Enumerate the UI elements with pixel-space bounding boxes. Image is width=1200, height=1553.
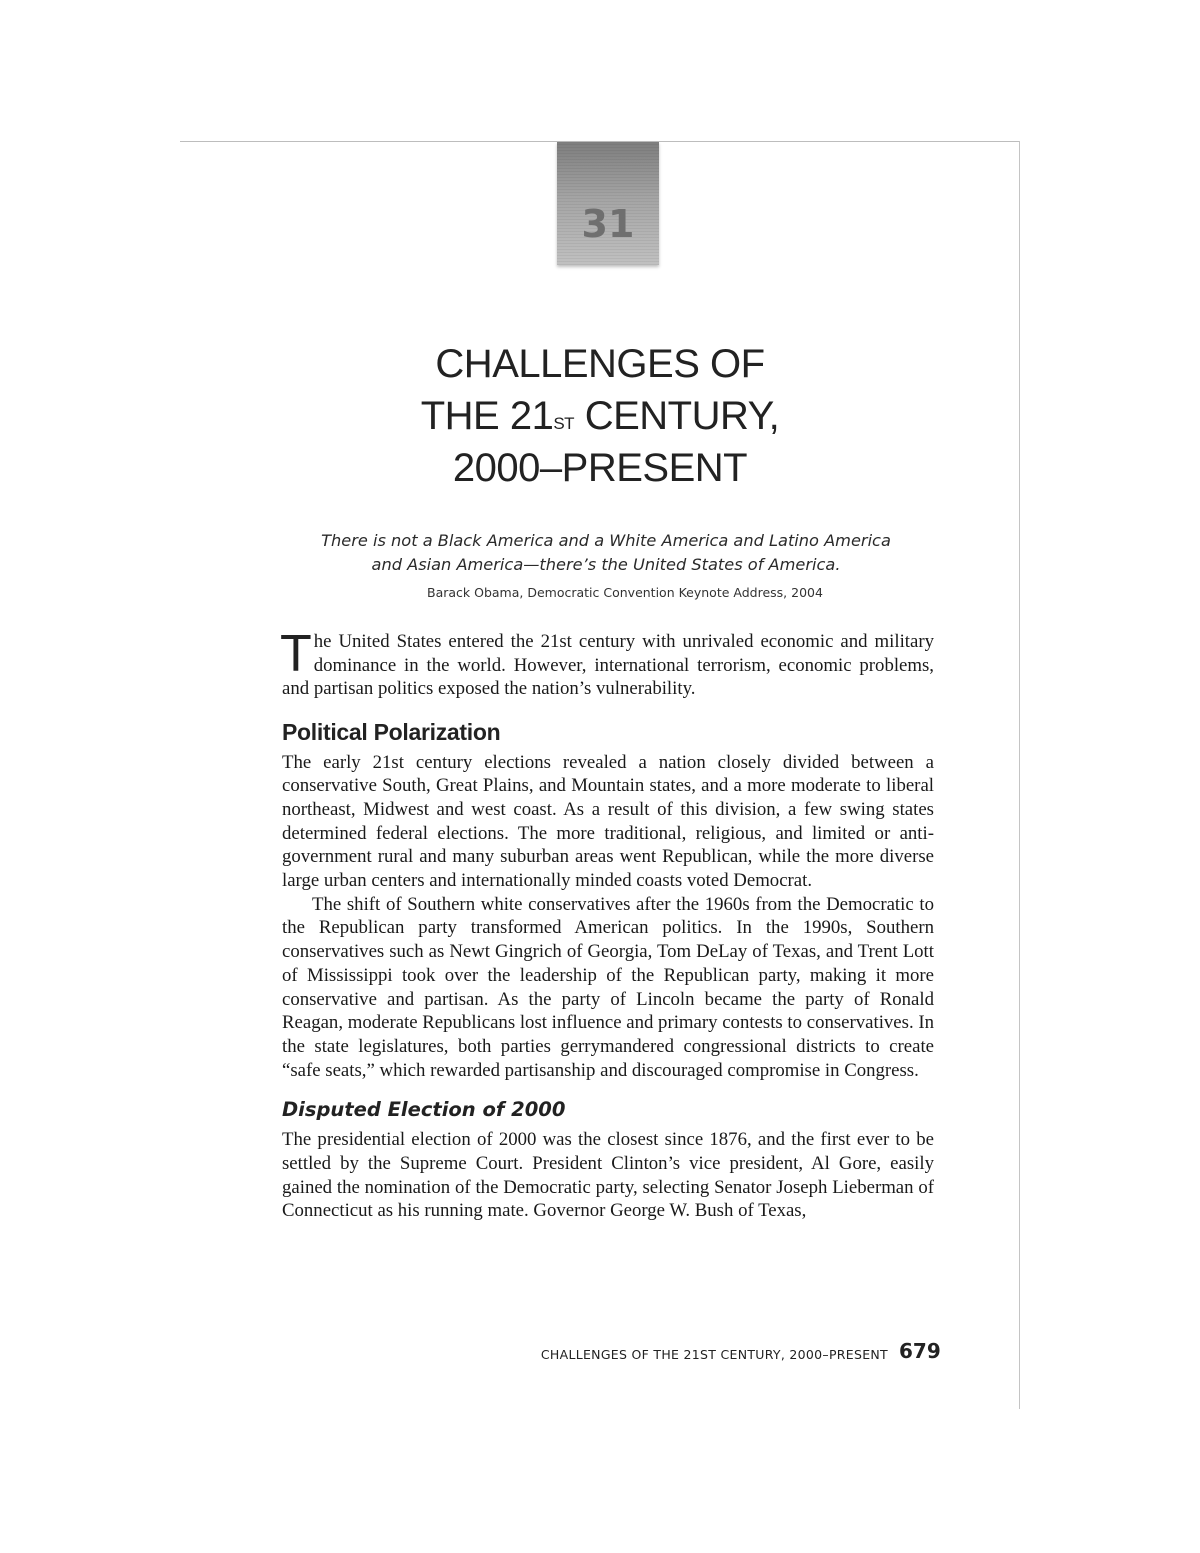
body-paragraph: The early 21st century elections revealed a nation closely divided between a conservative South, Great Plains, and Mountain states, and a more moderate to liberal northeast, Midwest and west coast. As a result of this division, a few swing states determined federal elections. The more traditional, religious, and limited or anti-government rural and many suburban areas went Republican, while the more diverse large urban centers and internationally minded coasts voted Democrat. [282,751,934,892]
right-border-rule [1019,141,1020,1409]
chapter-title [300,338,900,494]
chapter-title-line-2 [300,390,900,442]
running-footer: CHALLENGES OF THE 21ST CENTURY, 2000–PRESENT [540,1347,888,1362]
epigraph-quote [290,529,922,577]
chapter-number-tab [557,142,659,265]
chapter-title-line-3: 2000–PRESENT [452,446,748,490]
chapter-number: 31 [581,202,635,246]
chapter-title-line-2-pre: THE 21 [420,394,554,438]
page-number: 679 [899,1339,941,1363]
chapter-body [282,626,934,1223]
epigraph-line-2: and Asian America—there’s the United States of America. [371,555,841,574]
body-paragraph: The presidential election of 2000 was the closest since 1876, and the first ever to be settled by the Supreme Court. President Clinton’s vice president, Al Gore, easily gained the nomination of the Democratic party, selecting Senator Joseph Lieberman of Connecticut as his running mate. Governor George W. Bush of Texas, [282,1129,934,1222]
chapter-title-line-2-post: CENTURY, [574,394,780,438]
epigraph-line-1: There is not a Black America and a White America and Latino America [321,531,891,550]
epigraph-attribution: Barack Obama, Democratic Convention Keynote Address, 2004 [427,585,823,600]
chapter-title-superscript: ST [553,414,575,433]
subsection-heading-disputed-election: Disputed Election of 2000 [282,1098,566,1122]
drop-cap: T [280,625,312,683]
chapter-title-line-1: CHALLENGES OF [435,342,765,386]
intro-paragraph [282,626,934,701]
section-heading-political-polarization: Political Polarization [282,718,501,745]
body-paragraph: The shift of Southern white conservatives after the 1960s from the Democratic to the Republican party transformed American politics. In the 1990s, Southern conservatives such as Newt Gingrich of Georgia, Tom DeLay of Texas, and Trent Lott of Mississippi took over the leadership of the Republican party, making it more conservative and partisan. As the party of Lincoln became the party of Ronald Reagan, moderate Republicans lost influence and primary contests to conservatives. In the state legislatures, both parties gerrymandered congressional districts to create “safe seats,” which rewarded partisanship and discouraged compromise in Congress. [282,893,934,1081]
intro-text: he United States entered the 21st century with unrivaled economic and military dominance in the world. However, international terrorism, economic problems, and partisan politics exposed the nation’s vulnerability. [282,631,934,699]
